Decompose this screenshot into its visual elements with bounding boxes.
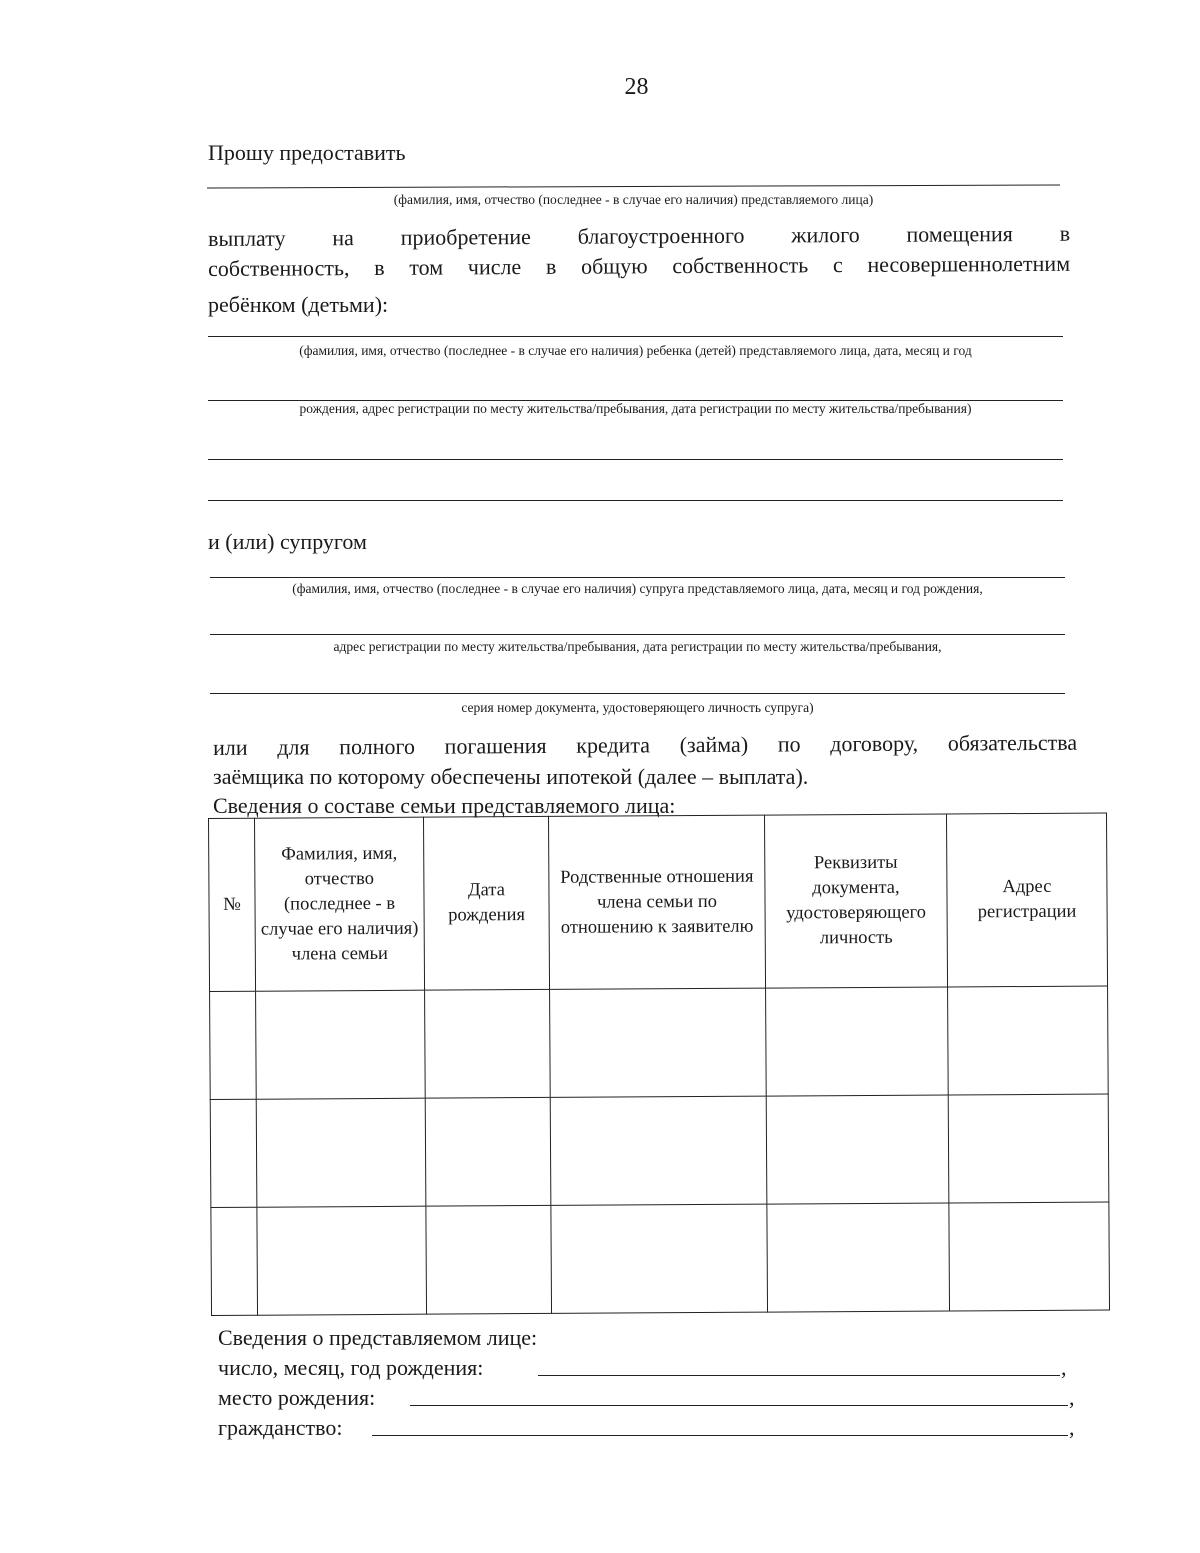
header-birth-date: Дата рождения xyxy=(423,816,549,990)
header-id-document: Реквизиты документа, удостоверяющего личность xyxy=(764,814,947,988)
request-intro: Прошу предоставить xyxy=(208,140,406,165)
child-line-3[interactable] xyxy=(208,459,1063,460)
birth-date-field[interactable] xyxy=(538,1353,1060,1376)
payment-line-3: ребёнком (детьми): xyxy=(208,292,389,317)
table-cell[interactable] xyxy=(550,1096,767,1205)
spouse-line-3[interactable] xyxy=(210,693,1065,694)
table-cell[interactable] xyxy=(257,1206,427,1315)
family-table xyxy=(208,813,1110,1316)
spouse-line-2[interactable] xyxy=(210,634,1065,635)
applicant-name-line[interactable] xyxy=(207,185,1060,189)
table-cell[interactable] xyxy=(256,1098,426,1207)
table-row xyxy=(210,986,1109,1099)
child-line-4[interactable] xyxy=(208,500,1063,501)
page-number: 28 xyxy=(624,74,649,100)
spouse-line-1[interactable] xyxy=(210,577,1065,578)
table-cell[interactable] xyxy=(425,1097,551,1206)
table-row xyxy=(211,1202,1110,1315)
table-cell[interactable] xyxy=(948,986,1109,1095)
caption-applicant: (фамилия, имя, отчество (последнее - в случае его наличия) представляемого лица) xyxy=(393,192,874,207)
table-cell[interactable] xyxy=(425,989,551,1098)
birthplace-field[interactable] xyxy=(410,1383,1068,1406)
table-cell[interactable] xyxy=(211,1207,258,1315)
loan-line-1: или для полного погашения кредита (займа) по договору, обязательства xyxy=(213,729,1078,760)
loan-line-2: заёмщика по которому обеспечены ипотекой (далее – выплата). xyxy=(213,764,809,789)
citizenship-field[interactable] xyxy=(372,1413,1068,1436)
person-heading: Сведения о представляемом лице: xyxy=(218,1325,538,1350)
table-cell[interactable] xyxy=(426,1205,552,1314)
birth-date-terminator: , xyxy=(1061,1355,1067,1380)
table-cell[interactable] xyxy=(949,1202,1110,1311)
header-full-name: Фамилия, имя, отчество (последнее - в случае его наличия) члена семьи xyxy=(255,817,425,991)
table-cell[interactable] xyxy=(210,1099,257,1207)
header-address: Адрес регистрации xyxy=(946,813,1107,987)
citizenship-label: гражданство: xyxy=(218,1415,343,1440)
table-cell[interactable] xyxy=(550,988,767,1097)
table-cell[interactable] xyxy=(256,990,426,1099)
family-heading: Сведения о составе семьи представляемого лица: xyxy=(213,793,676,818)
table-cell[interactable] xyxy=(948,1094,1109,1203)
citizenship-terminator: , xyxy=(1069,1415,1075,1440)
birthplace-label: место рождения: xyxy=(218,1385,376,1410)
spouse-intro: и (или) супругом xyxy=(208,529,367,554)
table-cell[interactable] xyxy=(766,1095,949,1204)
birth-date-label: число, месяц, год рождения: xyxy=(218,1355,484,1380)
table-cell[interactable] xyxy=(767,1203,950,1312)
birthplace-terminator: , xyxy=(1069,1385,1075,1410)
table-cell[interactable] xyxy=(210,991,257,1099)
caption-spouse-1: (фамилия, имя, отчество (последнее - в случае его наличия) супруга представляемого лица, дата, месяц и год рождения, xyxy=(292,581,983,596)
table-row xyxy=(210,1094,1109,1207)
table-cell[interactable] xyxy=(551,1204,768,1313)
header-relationship: Родственные отношения члена семьи по отношению к заявителю xyxy=(548,815,765,989)
table-header-row xyxy=(209,813,1108,991)
payment-line-2: собственность, в том числе в общую собственность с несовершеннолетним xyxy=(208,250,1071,281)
header-number: № xyxy=(209,818,256,991)
caption-child-2: рождения, адрес регистрации по месту жительства/пребывания, дата регистрации по месту жительства/пребывания) xyxy=(299,401,972,416)
table-cell[interactable] xyxy=(766,987,949,1096)
payment-line-1: выплату на приобретение благоустроенного жилого помещения в xyxy=(208,220,1071,251)
caption-spouse-3: серия номер документа, удостоверяющего личность супруга) xyxy=(461,700,814,715)
caption-child-1: (фамилия, имя, отчество (последнее - в случае его наличия) ребенка (детей) представляемого лица, дата, месяц и год xyxy=(299,343,972,358)
caption-spouse-2: адрес регистрации по месту жительства/пребывания, дата регистрации по месту жительства/пребывания, xyxy=(333,639,942,654)
child-line-1[interactable] xyxy=(208,336,1063,337)
